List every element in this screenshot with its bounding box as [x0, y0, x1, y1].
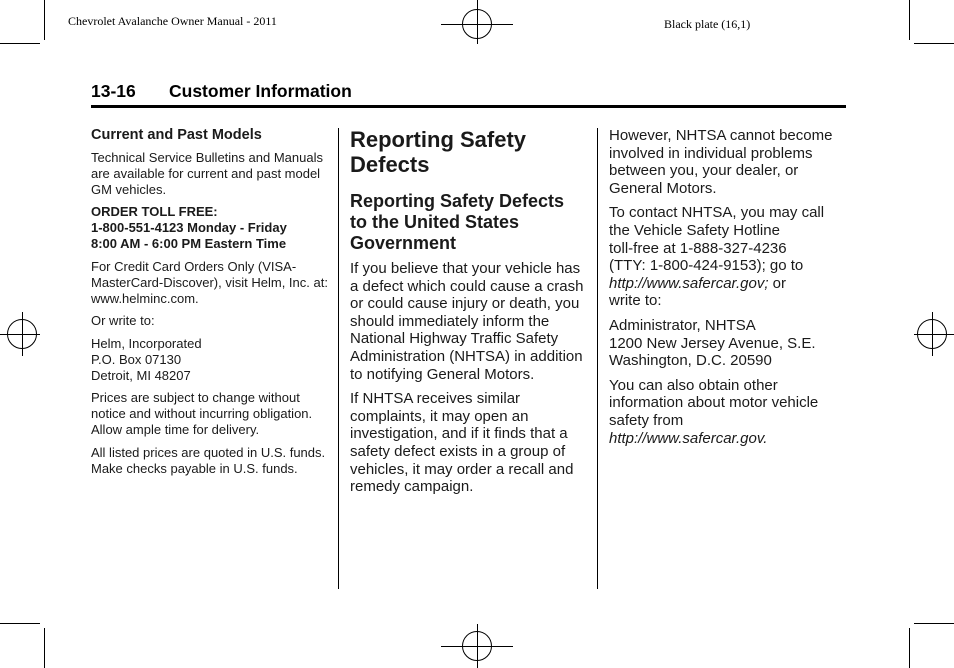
crop-mark [0, 623, 40, 624]
column-right [609, 127, 847, 454]
page-header [91, 81, 846, 108]
crop-mark [909, 628, 910, 668]
crop-mark [914, 43, 954, 44]
column-middle [350, 127, 586, 503]
section-heading: Reporting Safety Defects [350, 127, 527, 177]
registration-line [0, 334, 40, 335]
crop-mark [44, 628, 45, 668]
paragraph: If NHTSA receives similar complaints, it may open an investigation, and if it finds that a safety defect exists in a group of vehicles, it may order a recall and remedy campaign. [350, 390, 574, 496]
paragraph-text: You can also obtain other information about motor vehicle safety from [609, 376, 819, 429]
crop-mark [44, 0, 45, 40]
crop-mark [914, 623, 954, 624]
subsection-heading: Current and Past Models [91, 127, 262, 143]
registration-line [914, 334, 954, 335]
paragraph: Prices are subject to change without notice and without incurring obligation. Allow ample time for delivery. [91, 390, 313, 437]
registration-line [932, 312, 933, 356]
crop-mark [909, 0, 910, 40]
order-info: ORDER TOLL FREE: 1-800-551-4123 Monday - Friday 8:00 AM - 6:00 PM Eastern Time [91, 204, 287, 251]
paragraph-text: To contact NHTSA, you may call the Vehicle Safety Hotline toll-free at 1-888-327-4236 (TTY: 1-800-424-9153); go to [609, 204, 825, 275]
safercar-link[interactable]: http://www.safercar.gov. [609, 429, 768, 447]
paragraph [609, 377, 847, 447]
section-title: Customer Information [169, 81, 352, 101]
registration-line [477, 624, 478, 668]
paragraph: If you believe that your vehicle has a defect which could cause a crash or could cause injury or death, you should immediately inform the National Highway Traffic Safety Administration (NHTSA) in addition to notifying General Motors. [350, 260, 584, 383]
mailing-address: Helm, Incorporated P.O. Box 07130 Detroit, MI 48207 [91, 335, 202, 383]
safercar-link[interactable]: http://www.safercar.gov; [609, 274, 769, 292]
paragraph: However, NHTSA cannot become involved in individual problems between you, your dealer, or General Motors. [609, 127, 833, 197]
page-number: 13-16 [91, 81, 136, 101]
paragraph: Technical Service Bulletins and Manuals are available for current and past model GM vehicles. [91, 149, 323, 197]
column-left [91, 127, 329, 483]
mailing-address: Administrator, NHTSA 1200 New Jersey Avenue, S.E. Washington, D.C. 20590 [609, 316, 816, 370]
paragraph [609, 204, 847, 310]
subsection-heading: Reporting Safety Defects to the United States Government [350, 191, 565, 253]
column-divider [338, 128, 339, 589]
paragraph: Or write to: [91, 313, 155, 328]
crop-mark [0, 43, 40, 44]
paragraph: For Credit Card Orders Only (VISA-MasterCard-Discover), visit Helm, Inc. at: www.helminc.com. [91, 258, 328, 306]
paragraph: All listed prices are quoted in U.S. funds. Make checks payable in U.S. funds. [91, 444, 326, 476]
paragraph-text: or write to: [609, 274, 787, 310]
document-slug: Chevrolet Avalanche Owner Manual - 2011 [68, 14, 277, 28]
column-divider [597, 128, 598, 589]
registration-line [477, 0, 478, 44]
plate-label: Black plate (16,1) [664, 17, 751, 31]
registration-line [22, 312, 23, 356]
